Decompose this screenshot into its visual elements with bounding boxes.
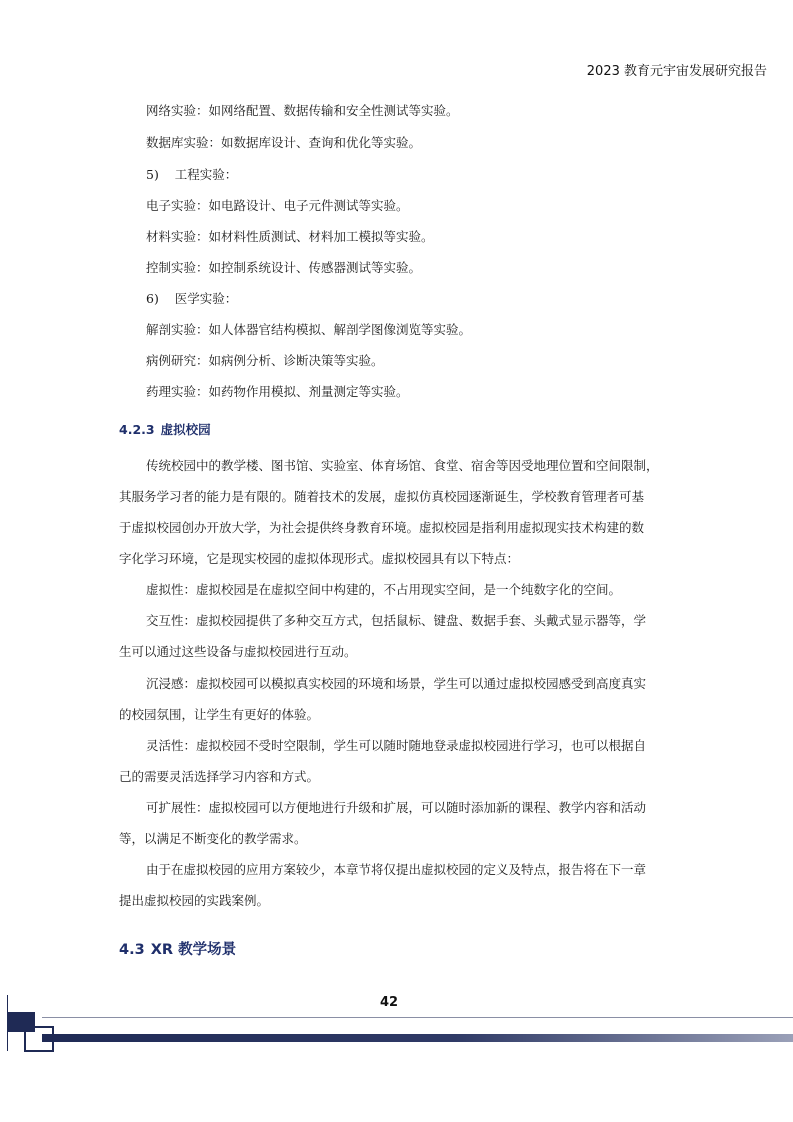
text-line: 传统校园中的教学楼、图书馆、实验室、体育场馆、食堂、宿舍等因受地理位置和空间限制，: [146, 458, 659, 473]
section-heading-4-2-3: [119, 420, 211, 438]
text-line: 交互性：虚拟校园提供了多种交互方式，包括鼠标、键盘、数据手套、头戴式显示器等，学: [146, 613, 647, 628]
list-heading: 5) 工程实验：: [146, 167, 238, 182]
text-line: 可扩展性：虚拟校园可以方便地进行升级和扩展，可以随时添加新的课程、教学内容和活动: [146, 800, 647, 815]
text-line: 由于在虚拟校园的应用方案较少，本章节将仅提出虚拟校园的定义及特点，报告将在下一章: [146, 862, 647, 877]
section-title: 虚拟校园: [160, 422, 211, 437]
text-line: 解剖实验：如人体器官结构模拟、解剖学图像浏览等实验。: [146, 322, 472, 337]
page-number: 42: [380, 995, 399, 1010]
report-header-title: 2023 教育元宇宙发展研究报告: [586, 64, 767, 79]
footer-bar: [42, 1034, 793, 1042]
text-line: 药理实验：如药物作用模拟、剂量测定等实验。: [146, 384, 409, 399]
text-line: 灵活性：虚拟校园不受时空限制，学生可以随时随地登录虚拟校园进行学习，也可以根据自: [146, 738, 647, 753]
section-number: 4.2.3: [119, 422, 155, 437]
text-line: 数据库实验：如数据库设计、查询和优化等实验。: [146, 135, 422, 150]
text-line: 网络实验：如网络配置、数据传输和安全性测试等实验。: [146, 103, 459, 118]
text-line: 虚拟性：虚拟校园是在虚拟空间中构建的，不占用现实空间，是一个纯数字化的空间。: [146, 582, 622, 597]
section-title: XR 教学场景: [150, 942, 237, 958]
text-line: 材料实验：如材料性质测试、材料加工模拟等实验。: [146, 229, 434, 244]
text-line: 生可以通过这些设备与虚拟校园进行互动。: [119, 644, 357, 659]
text-line: 己的需要灵活选择学习内容和方式。: [119, 769, 320, 784]
text-line: 电子实验：如电路设计、电子元件测试等实验。: [146, 198, 409, 213]
text-line: 沉浸感：虚拟校园可以模拟真实校园的环境和场景，学生可以通过虚拟校园感受到高度真实: [146, 676, 647, 691]
list-heading: 6) 医学实验：: [146, 291, 238, 306]
text-line: 控制实验：如控制系统设计、传感器测试等实验。: [146, 260, 422, 275]
footer-outline-square: [24, 1026, 54, 1052]
text-line: 的校园氛围，让学生有更好的体验。: [119, 707, 320, 722]
footer-thin-rule: [42, 1017, 793, 1018]
text-line: 字化学习环境，它是现实校园的虚拟体现形式。虚拟校园具有以下特点：: [119, 551, 520, 566]
section-number: 4.3: [119, 942, 145, 958]
text-line: 于虚拟校园创办开放大学，为社会提供终身教育环境。虚拟校园是指利用虚拟现实技术构建的数: [119, 520, 645, 535]
text-line: 提出虚拟校园的实践案例。: [119, 893, 270, 908]
text-line: 其服务学习者的能力是有限的。随着技术的发展，虚拟仿真校园逐渐诞生，学校教育管理者可基: [119, 489, 645, 504]
text-line: 等，以满足不断变化的教学需求。: [119, 831, 307, 846]
text-line: 病例研究：如病例分析、诊断决策等实验。: [146, 353, 384, 368]
section-heading-4-3: [119, 938, 236, 959]
